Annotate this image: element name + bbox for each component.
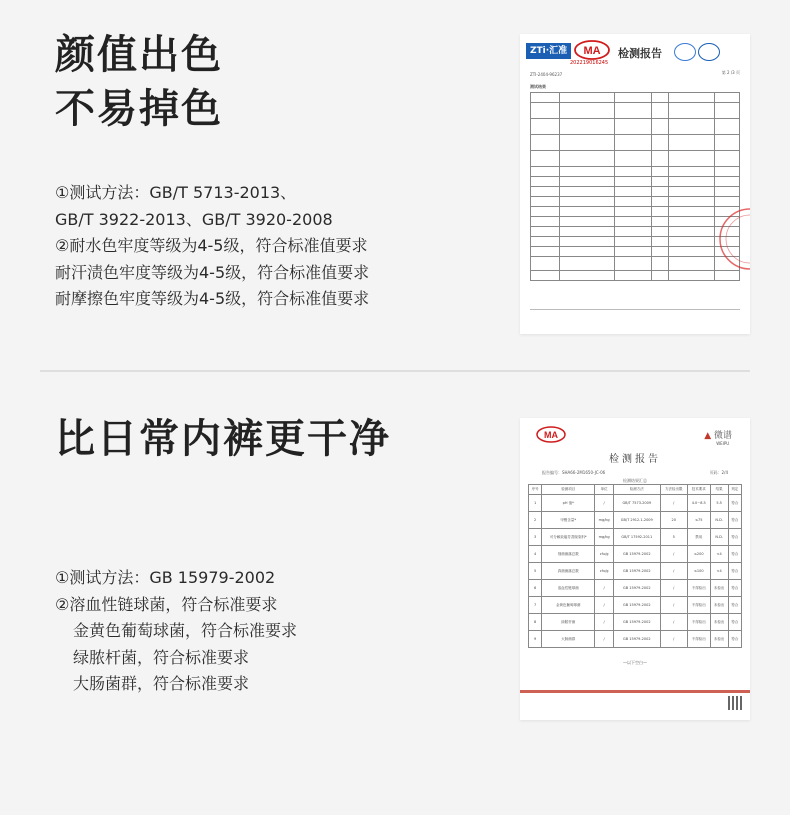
red-seal-stamp-icon [710,199,750,279]
desc-line: ②耐水色牢度等级为4-5级，符合标准值要求 [55,236,368,255]
qr-code-icon [728,696,742,710]
table-cell: / [660,563,687,580]
section1-title-line2: 不易掉色 [55,86,223,132]
colorfastness-section [0,0,790,370]
table-row [529,563,742,580]
report-footer [530,309,740,320]
desc-line: 耐汗渍色牢度等级为4-5级，符合标准值要求 [55,262,370,282]
table-cell: 符合 [728,546,741,563]
column-header: 结果 [710,485,728,495]
table-cell: GB/T 17592-2011 [614,529,661,546]
report-number: ZTI-2404-96237 [530,72,563,77]
table-cell: / [660,631,687,648]
table-cell: 5 [529,563,542,580]
table-cell: mg/kg [595,529,614,546]
table-cell: 禁用 [687,529,710,546]
table-cell: 真菌菌落总数 [542,563,595,580]
desc-line: ①测试方法：GB 15979-2002 [55,568,276,587]
table-cell: / [595,580,614,597]
table-cell: GB/T 7573-2009 [614,495,661,512]
report-page: 第 2 /3 页 [721,70,740,75]
table-row [529,495,742,512]
table-row [529,614,742,631]
ilac-badge-icon [674,43,696,61]
table-cell: 细菌菌落总数 [542,546,595,563]
svg-text:MA: MA [544,430,558,440]
table-cell: 符合 [728,529,741,546]
desc-line: 大肠菌群，符合标准要求 [73,674,250,693]
table-cell: 符合 [728,563,741,580]
desc-line: 绿脓杆菌，符合标准要求 [73,647,250,667]
report-title: 检测报告 [609,454,661,465]
weipu-brand: 微谱 [713,431,732,441]
table-body [529,495,742,648]
table-cell: ≤75 [687,512,710,529]
cnas-badge-icon [698,43,720,61]
table-cell: / [660,597,687,614]
table-cell: 未检出 [710,597,728,614]
table-cell: 金黄色葡萄球菌 [542,597,595,614]
table-cell: N.D. [710,529,728,546]
table-cell: GB/T 2912.1-2009 [614,512,661,529]
report-title: 检测报告 [618,47,662,60]
table-cell: GB 15979-2002 [614,614,661,631]
column-header: 判定 [728,485,741,495]
table-cell: / [595,631,614,648]
column-header: 序号 [529,485,542,495]
column-header: 检测方法 [614,485,661,495]
table-cell: 未检出 [710,631,728,648]
table-cell: GB 15979-2002 [614,597,661,614]
table-cell: <4 [710,546,728,563]
table-cell: cfu/g [595,546,614,563]
table-cell: 6 [529,580,542,597]
table-cell: 绿脓杆菌 [542,614,595,631]
table-cell: pH 值* [542,495,595,512]
table-cell: / [595,614,614,631]
table-cell: 甲醛含量* [542,512,595,529]
table-cell: 4.0~8.5 [687,495,710,512]
table-cell: GB 15979-2002 [614,580,661,597]
column-header: 技术要求 [687,485,710,495]
table-cell: 4 [529,546,542,563]
table-cell: 7 [529,597,542,614]
table-cell: 2 [529,512,542,529]
hygiene-results-table [528,484,742,648]
table-cell: 溶血性链球菌 [542,580,595,597]
table-cell: 20 [660,512,687,529]
table-cell: 大肠菌群 [542,631,595,648]
table-row [529,580,742,597]
table-cell: 不得检出 [687,631,710,648]
table-caption: 检测结果汇总 [623,478,647,483]
hygiene-test-report-image [520,418,750,720]
desc-line: ②溶血性链球菌，符合标准要求 [55,594,278,614]
desc-line: ①测试方法：GB/T 5713-2013、 [55,183,297,202]
report-header [526,40,744,64]
blank-note: —以下空白— [623,660,647,665]
cma-code: 202219016245 [570,60,609,66]
column-header: 检测项目 [542,485,595,495]
table-cell: 可分解致癌芳香胺染料* [542,529,595,546]
table-cell: <4 [710,563,728,580]
table-cell: GB 15979-2002 [614,546,661,563]
table-cell: 符合 [728,512,741,529]
report-page: 页码：2/4 [709,470,728,475]
column-header: 单位 [595,485,614,495]
table-cell: GB 15979-2002 [614,563,661,580]
weipu-brand-en: WEIPU [716,441,730,446]
results-label: 测试结果 [530,84,546,89]
colorfastness-table [530,92,740,281]
table-cell: 不得检出 [687,597,710,614]
desc-line: 金黄色葡萄球菌，符合标准要求 [73,621,298,640]
weipu-mark-icon: ▲ [704,431,712,441]
table-cell: N.D. [710,512,728,529]
table-cell: 9 [529,631,542,648]
footer-rule [520,690,750,693]
cma-logo-icon [536,426,566,443]
table-cell: ≤100 [687,563,710,580]
table-cell: 5.5 [710,495,728,512]
table-cell: / [660,546,687,563]
table-cell: 符合 [728,614,741,631]
table-header-row [529,485,742,495]
desc-line: 耐摩擦色牢度等级为4-5级，符合标准值要求 [55,289,370,308]
table-cell: 未检出 [710,614,728,631]
section1-test-description [55,180,369,313]
zti-logo: ZTi·汇准 [526,43,571,59]
table-cell: cfu/g [595,563,614,580]
table-cell: / [660,580,687,597]
table-cell: / [660,495,687,512]
table-row [529,597,742,614]
table-cell: 未检出 [710,580,728,597]
svg-text:MA: MA [583,45,601,57]
table-row [529,512,742,529]
weipu-logo [704,428,732,446]
table-cell: ≤200 [687,546,710,563]
colorfastness-test-report-image [520,34,750,334]
table-cell: / [660,614,687,631]
table-cell: mg/kg [595,512,614,529]
table-row [529,546,742,563]
section1-title-line1: 颜值出色 [55,32,223,78]
report-number: 报告编号：SHA66-2M1650-JC-06 [542,470,606,475]
table-cell: 3 [529,529,542,546]
table-cell: 1 [529,495,542,512]
table-cell: 8 [529,614,542,631]
cma-logo-icon [574,40,610,60]
table-cell: 不得检出 [687,614,710,631]
table-cell: / [595,597,614,614]
table-cell: 符合 [728,597,741,614]
table-cell: 不得检出 [687,580,710,597]
table-row [529,631,742,648]
section2-title: 比日常内裤更干净 [55,416,391,462]
table-cell: 符合 [728,631,741,648]
table-row [529,529,742,546]
table-cell: / [595,495,614,512]
desc-line: GB/T 3922-2013、GB/T 3920-2008 [55,209,333,229]
table-cell: GB 15979-2002 [614,631,661,648]
column-header: 方法检出限 [660,485,687,495]
section2-test-description [55,565,297,698]
table-cell: 符合 [728,495,741,512]
table-cell: 符合 [728,580,741,597]
table-cell: 5 [660,529,687,546]
